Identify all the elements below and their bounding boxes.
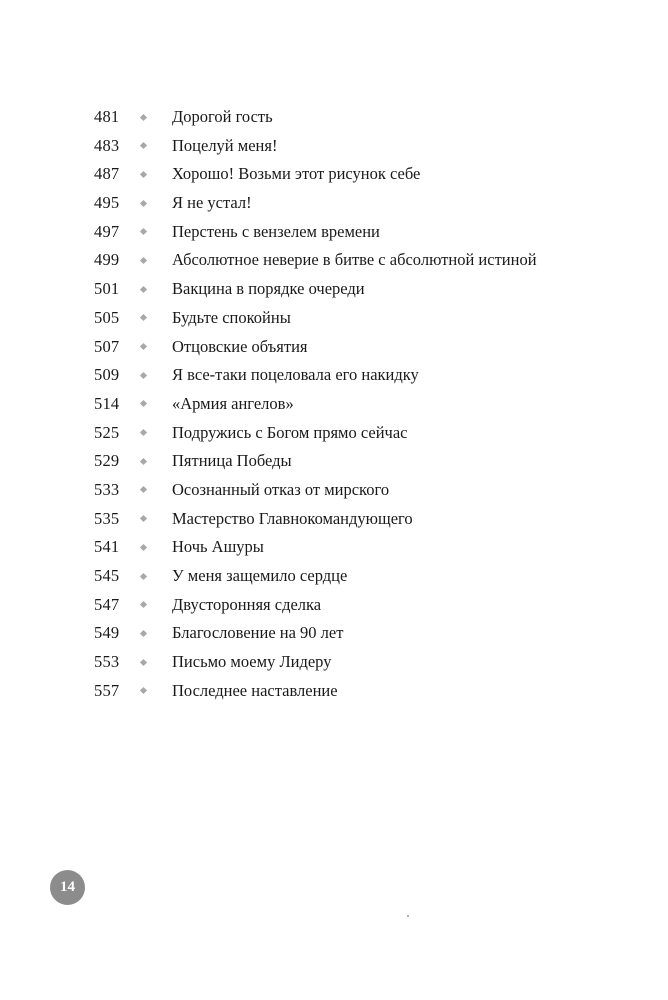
toc-entry-title: Осознанный отказ от мирского xyxy=(172,479,390,499)
toc-entry-title: Поцелуй меня! xyxy=(172,135,278,155)
toc-entry[interactable] xyxy=(0,562,668,591)
diamond-bullet-icon xyxy=(140,372,147,379)
toc-entry-title: Перстень с вензелем времени xyxy=(172,221,380,241)
diamond-bullet-icon xyxy=(140,429,147,436)
diamond-bullet-icon xyxy=(140,286,147,293)
toc-page-number: 495 xyxy=(94,193,120,213)
toc-entry[interactable] xyxy=(0,476,668,505)
toc-page-number: 547 xyxy=(94,594,120,614)
toc-entry[interactable] xyxy=(0,619,668,648)
toc-page-number: 514 xyxy=(94,393,120,413)
toc-entry[interactable] xyxy=(0,533,668,562)
toc-page-number: 507 xyxy=(94,336,120,356)
toc-entry[interactable] xyxy=(0,275,668,304)
toc-page-number: 497 xyxy=(94,221,120,241)
toc-page-number: 481 xyxy=(94,107,120,126)
toc-entry[interactable] xyxy=(0,189,668,218)
diamond-bullet-icon xyxy=(140,113,147,120)
toc-entry-title: Я не устал! xyxy=(172,193,252,213)
toc-entry-title: Будьте спокойны xyxy=(172,307,291,327)
toc-page-number: 553 xyxy=(94,652,120,672)
toc-page-number: 525 xyxy=(94,422,120,442)
diamond-bullet-icon xyxy=(140,314,147,321)
toc-entry-title: «Армия ангелов» xyxy=(172,393,294,413)
toc-page-number: 533 xyxy=(94,479,120,499)
toc-entry[interactable] xyxy=(0,677,668,706)
toc-entry[interactable] xyxy=(0,160,668,189)
toc-entry[interactable] xyxy=(0,361,668,390)
diamond-bullet-icon xyxy=(140,486,147,493)
toc-entry-title: Я все-таки поцеловала его накидку xyxy=(172,365,419,385)
diamond-bullet-icon xyxy=(140,601,147,608)
diamond-bullet-icon xyxy=(140,659,147,666)
toc-page-number: 535 xyxy=(94,508,120,528)
toc-entry[interactable] xyxy=(0,390,668,419)
diamond-bullet-icon xyxy=(140,687,147,694)
diamond-bullet-icon xyxy=(140,458,147,465)
diamond-bullet-icon xyxy=(140,228,147,235)
toc-page-number: 545 xyxy=(94,566,120,585)
toc-page-number: 501 xyxy=(94,279,120,299)
toc-entry[interactable] xyxy=(0,246,668,275)
toc-entry-title: Вакцина в порядке очереди xyxy=(172,279,365,299)
toc-entry[interactable] xyxy=(0,103,668,132)
toc-entry-title: Последнее наставление xyxy=(172,680,338,700)
toc-entry-title: Мастерство Главнокомандующего xyxy=(172,508,413,528)
diamond-bullet-icon xyxy=(140,200,147,207)
toc-entry-title: Абсолютное неверие в битве с абсолютной истиной xyxy=(172,250,537,270)
toc-page-number: 483 xyxy=(94,135,120,155)
toc-page-number: 549 xyxy=(94,623,120,643)
diamond-bullet-icon xyxy=(140,343,147,350)
toc-entry-title: Ночь Ашуры xyxy=(172,537,264,557)
diamond-bullet-icon xyxy=(140,257,147,264)
toc-entry[interactable] xyxy=(0,447,668,476)
toc-entry[interactable] xyxy=(0,132,668,161)
print-speck xyxy=(407,915,409,917)
toc-entry-title: Хорошо! Возьми этот рисунок себе xyxy=(172,164,421,184)
diamond-bullet-icon xyxy=(140,544,147,551)
diamond-bullet-icon xyxy=(140,142,147,149)
toc-entry-title: Двусторонняя сделка xyxy=(172,594,322,614)
toc-page-number: 505 xyxy=(94,307,120,327)
toc-entry-title: Письмо моему Лидеру xyxy=(172,652,332,672)
toc-entry[interactable] xyxy=(0,304,668,333)
toc-entry-title: Отцовские объятия xyxy=(172,336,308,356)
diamond-bullet-icon xyxy=(140,572,147,579)
table-of-contents xyxy=(0,103,668,705)
toc-entry[interactable] xyxy=(0,419,668,448)
toc-page-number: 529 xyxy=(94,451,120,471)
toc-entry-title: Пятница Победы xyxy=(172,451,292,471)
page-number-badge: 14 xyxy=(50,870,85,905)
diamond-bullet-icon xyxy=(140,400,147,407)
toc-entry[interactable] xyxy=(0,333,668,362)
toc-entry[interactable] xyxy=(0,648,668,677)
toc-entry[interactable] xyxy=(0,218,668,247)
toc-page-number: 499 xyxy=(94,250,120,270)
toc-page-number: 557 xyxy=(94,680,120,700)
toc-entry[interactable] xyxy=(0,591,668,620)
toc-page-number: 487 xyxy=(94,164,120,184)
toc-entry-title: Благословение на 90 лет xyxy=(172,623,344,643)
toc-entry-title: У меня защемило сердце xyxy=(172,566,348,585)
toc-page-number: 541 xyxy=(94,537,120,557)
toc-entry-title: Подружись с Богом прямо сейчас xyxy=(172,422,408,442)
toc-entry[interactable] xyxy=(0,505,668,534)
toc-entry-title: Дорогой гость xyxy=(172,107,273,126)
diamond-bullet-icon xyxy=(140,171,147,178)
diamond-bullet-icon xyxy=(140,515,147,522)
toc-page-number: 509 xyxy=(94,365,120,385)
diamond-bullet-icon xyxy=(140,630,147,637)
